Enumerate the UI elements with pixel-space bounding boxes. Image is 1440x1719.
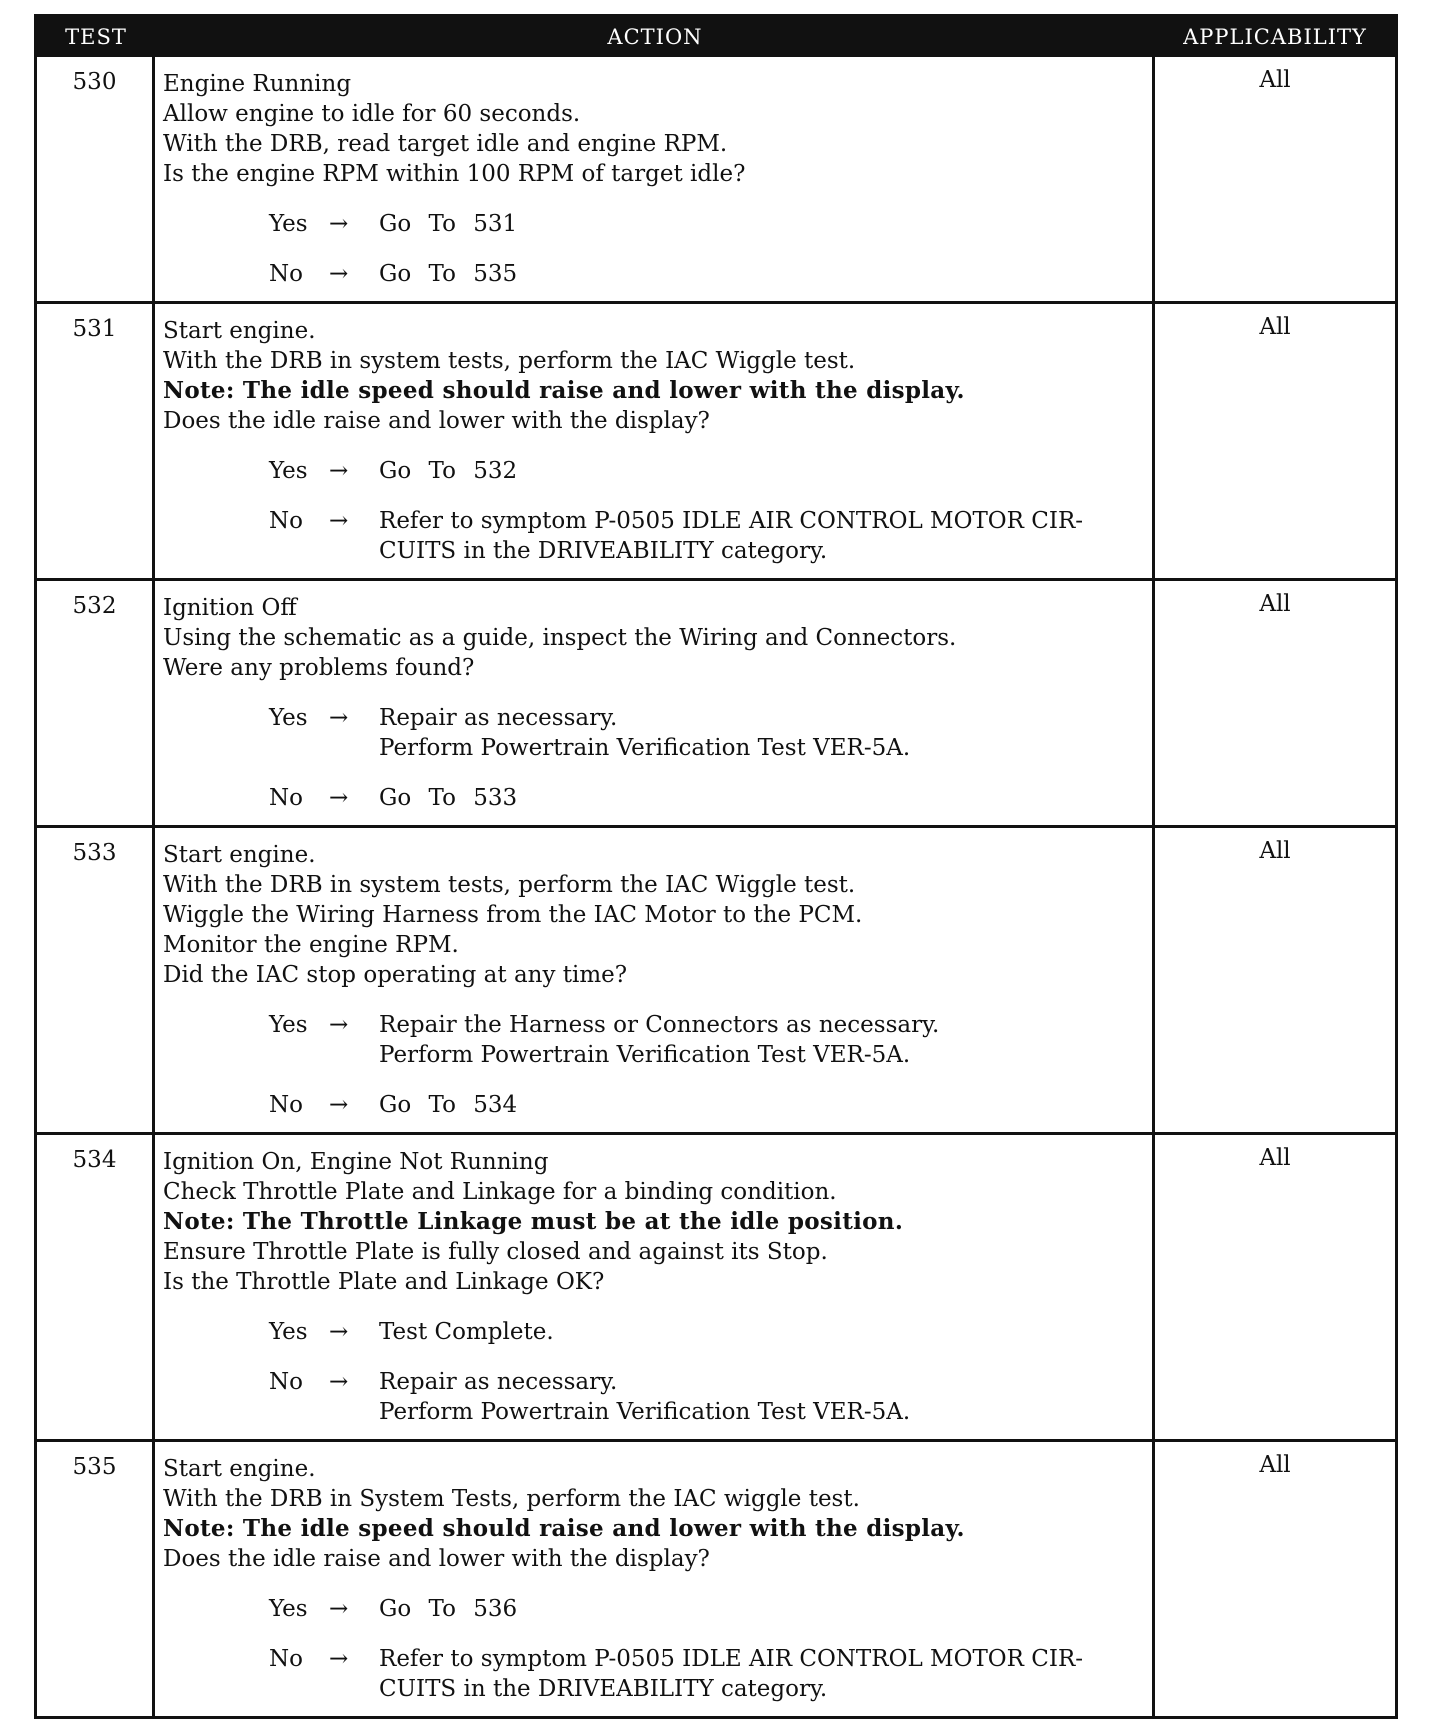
arrow-right-icon: → bbox=[329, 1092, 349, 1118]
result-line: Repair the Harness or Connectors as necessary. bbox=[379, 1012, 940, 1038]
action-cell bbox=[155, 1442, 1155, 1716]
action-line: Using the schematic as a guide, inspect the Wiring and Connectors. bbox=[163, 625, 957, 651]
action-line: Check Throttle Plate and Linkage for a binding condition. bbox=[163, 1179, 837, 1205]
yes-branch bbox=[269, 456, 1144, 486]
action-line: With the DRB in system tests, perform the IAC Wiggle test. bbox=[163, 348, 856, 374]
yes-result bbox=[379, 1010, 1144, 1070]
arrow-right-icon: → bbox=[329, 1596, 349, 1622]
result-line: Test Complete. bbox=[379, 1319, 554, 1345]
action-line: Start engine. bbox=[163, 1456, 316, 1482]
header-action: ACTION bbox=[607, 25, 703, 49]
result-line: Refer to symptom P-0505 IDLE AIR CONTROL MOTOR CIR- bbox=[379, 508, 1084, 534]
note-line: Note: The idle speed should raise and lower with the display. bbox=[163, 377, 965, 404]
arrow-right-icon: → bbox=[329, 261, 349, 287]
no-result bbox=[379, 1644, 1144, 1704]
result-line: Go To 531 bbox=[379, 211, 518, 237]
diagnostic-test-table bbox=[34, 14, 1398, 1719]
action-line: With the DRB in System Tests, perform the IAC wiggle test. bbox=[163, 1486, 860, 1512]
yes-branch bbox=[269, 1010, 1144, 1070]
action-line: Allow engine to idle for 60 seconds. bbox=[163, 101, 581, 127]
arrow-right-icon: → bbox=[329, 785, 349, 811]
action-line: Ignition Off bbox=[163, 595, 297, 621]
arrow-right-icon: → bbox=[329, 1319, 349, 1345]
action-line: With the DRB in system tests, perform the IAC Wiggle test. bbox=[163, 872, 856, 898]
yes-result bbox=[379, 703, 1144, 763]
result-line: Go To 535 bbox=[379, 261, 518, 287]
table-row bbox=[37, 1132, 1395, 1439]
action-cell bbox=[155, 57, 1155, 301]
yes-result bbox=[379, 209, 1144, 239]
yes-result bbox=[379, 1594, 1144, 1624]
action-line: Is the engine RPM within 100 RPM of target idle? bbox=[163, 161, 746, 187]
no-branch bbox=[269, 783, 1144, 813]
action-cell bbox=[155, 304, 1155, 578]
table-row bbox=[37, 57, 1395, 301]
result-line: Refer to symptom P-0505 IDLE AIR CONTROL MOTOR CIR- bbox=[379, 1646, 1084, 1672]
header-test: TEST bbox=[65, 25, 127, 49]
action-cell bbox=[155, 581, 1155, 825]
no-branch bbox=[269, 1090, 1144, 1120]
action-line: Ensure Throttle Plate is fully closed and against its Stop. bbox=[163, 1239, 828, 1265]
table-row bbox=[37, 1439, 1395, 1716]
note-line: Note: The Throttle Linkage must be at the idle position. bbox=[163, 1208, 904, 1235]
yes-label: Yes bbox=[269, 211, 308, 237]
result-line: Repair as necessary. bbox=[379, 705, 618, 731]
arrow-right-icon: → bbox=[329, 1012, 349, 1038]
arrow-right-icon: → bbox=[329, 508, 349, 534]
arrow-right-icon: → bbox=[329, 1646, 349, 1672]
action-line: Were any problems found? bbox=[163, 655, 475, 681]
yes-branch bbox=[269, 209, 1144, 239]
action-cell bbox=[155, 1135, 1155, 1439]
no-branch bbox=[269, 1367, 1144, 1427]
no-result bbox=[379, 506, 1144, 566]
no-branch bbox=[269, 1644, 1144, 1704]
yes-branch bbox=[269, 703, 1144, 763]
applicability-cell: All bbox=[1259, 67, 1291, 93]
arrow-right-icon: → bbox=[329, 458, 349, 484]
no-label: No bbox=[269, 261, 303, 287]
action-line: Engine Running bbox=[163, 71, 352, 97]
action-line: Does the idle raise and lower with the display? bbox=[163, 1546, 710, 1572]
arrow-right-icon: → bbox=[329, 211, 349, 237]
action-cell bbox=[155, 828, 1155, 1132]
applicability-cell: All bbox=[1259, 838, 1291, 864]
result-line: Perform Powertrain Verification Test VER-5A. bbox=[379, 1042, 911, 1068]
no-result bbox=[379, 1367, 1144, 1427]
yes-result bbox=[379, 456, 1144, 486]
yes-label: Yes bbox=[269, 458, 308, 484]
yes-label: Yes bbox=[269, 705, 308, 731]
yes-branch bbox=[269, 1594, 1144, 1624]
no-label: No bbox=[269, 785, 303, 811]
arrow-right-icon: → bbox=[329, 705, 349, 731]
result-line: Perform Powertrain Verification Test VER-5A. bbox=[379, 1399, 911, 1425]
no-label: No bbox=[269, 1646, 303, 1672]
no-label: No bbox=[269, 1092, 303, 1118]
applicability-cell: All bbox=[1259, 591, 1291, 617]
action-line: With the DRB, read target idle and engine RPM. bbox=[163, 131, 728, 157]
action-line: Start engine. bbox=[163, 318, 316, 344]
table-body bbox=[37, 57, 1395, 1716]
applicability-cell: All bbox=[1259, 314, 1291, 340]
yes-branch bbox=[269, 1317, 1144, 1347]
result-line: Go To 532 bbox=[379, 458, 518, 484]
no-branch bbox=[269, 506, 1144, 566]
table-row bbox=[37, 578, 1395, 825]
applicability-cell: All bbox=[1259, 1145, 1291, 1171]
result-line: Go To 533 bbox=[379, 785, 518, 811]
test-number: 533 bbox=[37, 828, 155, 1132]
table-row bbox=[37, 301, 1395, 578]
result-line: CUITS in the DRIVEABILITY category. bbox=[379, 538, 828, 564]
yes-label: Yes bbox=[269, 1012, 308, 1038]
table-row bbox=[37, 825, 1395, 1132]
result-line: Go To 536 bbox=[379, 1596, 518, 1622]
test-number: 534 bbox=[37, 1135, 155, 1439]
arrow-right-icon: → bbox=[329, 1369, 349, 1395]
header-applicability: APPLICABILITY bbox=[1183, 25, 1367, 49]
yes-result bbox=[379, 1317, 1144, 1347]
result-line: Repair as necessary. bbox=[379, 1369, 618, 1395]
result-line: Go To 534 bbox=[379, 1092, 518, 1118]
yes-label: Yes bbox=[269, 1319, 308, 1345]
no-result bbox=[379, 783, 1144, 813]
test-number: 535 bbox=[37, 1442, 155, 1716]
no-label: No bbox=[269, 508, 303, 534]
table-header bbox=[37, 17, 1395, 57]
action-line: Start engine. bbox=[163, 842, 316, 868]
no-branch bbox=[269, 259, 1144, 289]
no-result bbox=[379, 1090, 1144, 1120]
result-line: CUITS in the DRIVEABILITY category. bbox=[379, 1676, 828, 1702]
test-number: 530 bbox=[37, 57, 155, 301]
result-line: Perform Powertrain Verification Test VER-5A. bbox=[379, 735, 911, 761]
yes-label: Yes bbox=[269, 1596, 308, 1622]
no-result bbox=[379, 259, 1144, 289]
test-number: 532 bbox=[37, 581, 155, 825]
note-line: Note: The idle speed should raise and lower with the display. bbox=[163, 1515, 965, 1542]
action-line: Ignition On, Engine Not Running bbox=[163, 1149, 549, 1175]
applicability-cell: All bbox=[1259, 1452, 1291, 1478]
test-number: 531 bbox=[37, 304, 155, 578]
action-line: Monitor the engine RPM. bbox=[163, 932, 459, 958]
action-line: Did the IAC stop operating at any time? bbox=[163, 962, 628, 988]
no-label: No bbox=[269, 1369, 303, 1395]
action-line: Does the idle raise and lower with the display? bbox=[163, 408, 710, 434]
action-line: Is the Throttle Plate and Linkage OK? bbox=[163, 1269, 605, 1295]
action-line: Wiggle the Wiring Harness from the IAC Motor to the PCM. bbox=[163, 902, 863, 928]
